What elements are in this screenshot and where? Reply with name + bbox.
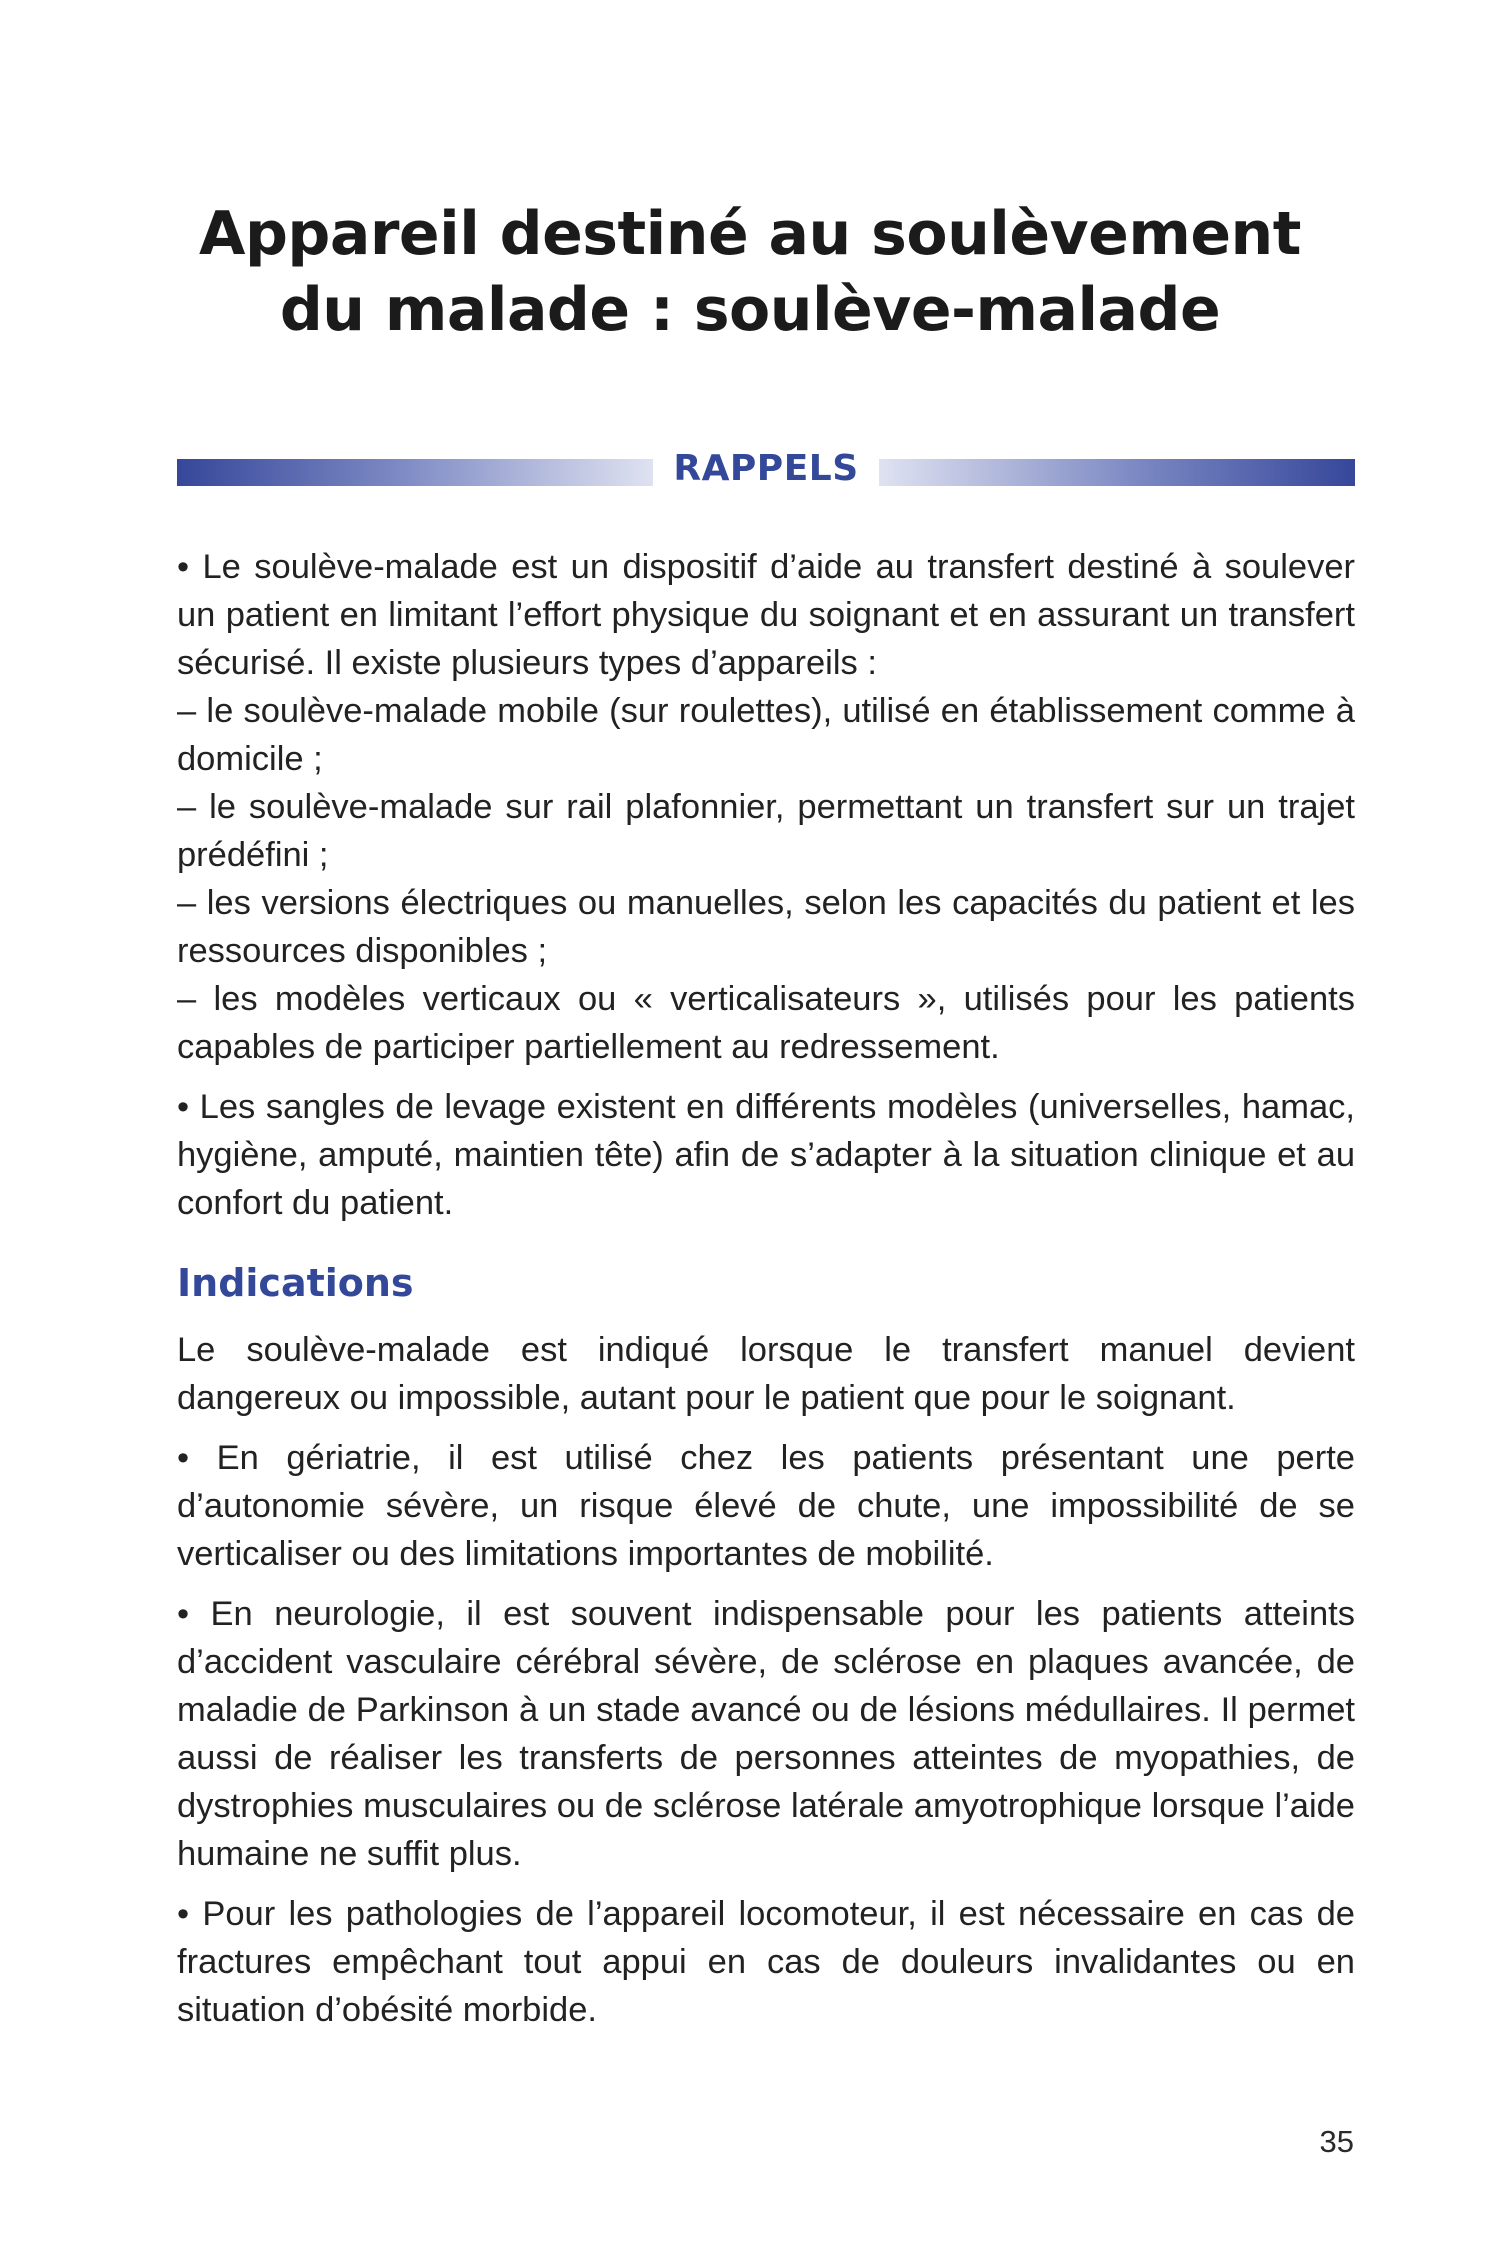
indications-heading: Indications	[177, 1261, 414, 1305]
rappels-sangles-paragraph: • Les sangles de levage existent en différents modèles (universelles, hamac, hygiène, amputé, maintien tête) afin de s’adapter à la situation clinique et au confort du patient.	[177, 1088, 1355, 1222]
section-label: RAPPELS	[673, 448, 859, 489]
section-header-bar-right	[879, 459, 1355, 486]
page-title	[0, 196, 1500, 348]
page-title-line-2: du malade : soulève-malade	[279, 275, 1221, 345]
rappels-content	[177, 543, 1355, 1227]
indications-locomoteur-paragraph: • Pour les pathologies de l’appareil locomoteur, il est nécessaire en cas de fractures empêchant tout appui en cas de douleurs invalidantes ou en situation d’obésité morbide.	[177, 1895, 1355, 2029]
indications-neurologie-paragraph: • En neurologie, il est souvent indispensable pour les patients atteints d’accident vasculaire cérébral sévère, de sclérose en plaques avancée, de maladie de Parkinson à un stade avancé ou de lésions médullaires. Il permet aussi de réaliser les transferts de personnes atteintes de myopathies, de dystrophies musculaires ou de sclérose latérale amyotrophique lorsque l’aide humaine ne suffit plus.	[177, 1595, 1355, 1873]
indications-intro-paragraph: Le soulève-malade est indiqué lorsque le transfert manuel devient dangereux ou impossible, autant pour le patient que pour le soignant.	[177, 1331, 1355, 1417]
indications-content	[177, 1326, 1355, 2034]
rappels-intro-paragraph: • Le soulève-malade est un dispositif d’aide au transfert destiné à soulever un patient en limitant l’effort physique du soignant et en assurant un transfert sécurisé. Il existe plusieurs types d’appareils :	[177, 548, 1355, 682]
page-number: 35	[1319, 2124, 1354, 2159]
section-header-rappels	[177, 448, 1355, 488]
indications-geriatrie-paragraph: • En gériatrie, il est utilisé chez les patients présentant une perte d’autonomie sévère, un risque élevé de chute, une impossibilité de se verticaliser ou des limitations importantes de mobilité.	[177, 1439, 1355, 1573]
rappels-list-item: – le soulève-malade sur rail plafonnier, permettant un transfert sur un trajet prédéfini ;	[177, 788, 1355, 874]
rappels-list-item: – le soulève-malade mobile (sur roulettes), utilisé en établissement comme à domicile ;	[177, 692, 1355, 778]
rappels-list-item: – les modèles verticaux ou « verticalisateurs », utilisés pour les patients capables de participer partiellement au redressement.	[177, 980, 1355, 1066]
section-header-bar-left	[177, 459, 653, 486]
page-title-line-1: Appareil destiné au soulèvement	[199, 199, 1301, 269]
rappels-list-item: – les versions électriques ou manuelles, selon les capacités du patient et les ressources disponibles ;	[177, 884, 1355, 970]
